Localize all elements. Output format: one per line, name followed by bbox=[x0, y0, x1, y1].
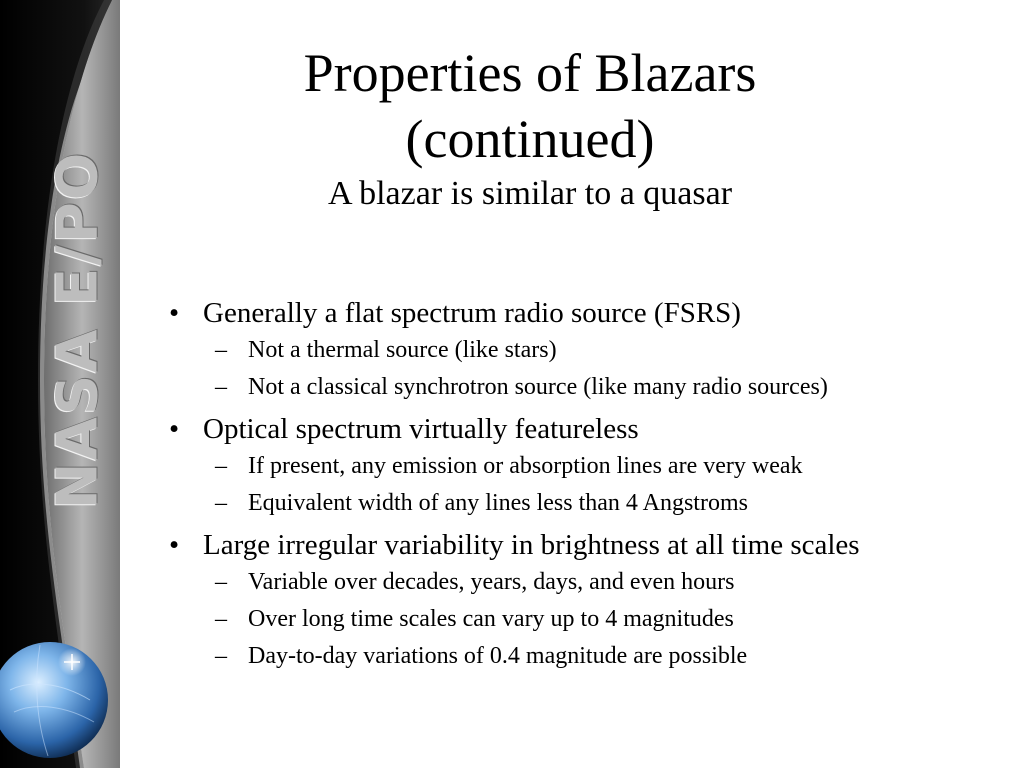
sub-text: Not a thermal source (like stars) bbox=[248, 337, 557, 363]
sub-marker: – bbox=[215, 374, 227, 400]
slide-title-line2: (continued) bbox=[405, 109, 655, 169]
sub-item bbox=[160, 601, 1010, 638]
title-block bbox=[160, 40, 900, 216]
sub-list-container bbox=[160, 332, 1010, 406]
sub-list-container bbox=[160, 564, 1010, 675]
slide-title-line1: Properties of Blazars bbox=[303, 43, 757, 103]
sub-item bbox=[160, 369, 1010, 406]
bullet-list bbox=[160, 294, 1010, 675]
sub-text: Equivalent width of any lines less than 4 Angstroms bbox=[248, 490, 748, 516]
sub-item bbox=[160, 638, 1010, 675]
bullet-text: Optical spectrum virtually featureless bbox=[203, 413, 639, 445]
sub-item bbox=[160, 448, 1010, 485]
sub-marker: – bbox=[215, 453, 227, 479]
sub-item bbox=[160, 564, 1010, 601]
sub-item bbox=[160, 485, 1010, 522]
bullet-item bbox=[160, 526, 1010, 564]
sub-marker: – bbox=[215, 606, 227, 632]
sub-marker: – bbox=[215, 490, 227, 516]
slide-subtitle: A blazar is similar to a quasar bbox=[327, 175, 733, 212]
sub-list bbox=[160, 448, 1010, 522]
sub-text: Not a classical synchrotron source (like many radio sources) bbox=[248, 374, 828, 400]
slide-body bbox=[160, 294, 1010, 679]
bullet-marker: • bbox=[169, 297, 180, 329]
sub-item bbox=[160, 332, 1010, 369]
sub-text: If present, any emission or absorption lines are very weak bbox=[248, 453, 803, 479]
sub-marker: – bbox=[215, 569, 227, 595]
bullet-item bbox=[160, 410, 1010, 448]
sub-text: Variable over decades, years, days, and even hours bbox=[248, 569, 735, 595]
bullet-marker: • bbox=[169, 529, 180, 561]
sub-list bbox=[160, 332, 1010, 406]
bullet-marker: • bbox=[169, 413, 180, 445]
sub-text: Day-to-day variations of 0.4 magnitude are possible bbox=[248, 643, 748, 669]
sub-marker: – bbox=[215, 643, 227, 669]
nasa-epo-logo: NASA E/PO bbox=[45, 150, 111, 510]
sub-list bbox=[160, 564, 1010, 675]
sub-list-container bbox=[160, 448, 1010, 522]
bullet-text: Large irregular variability in brightness at all time scales bbox=[203, 529, 860, 561]
bullet-text: Generally a flat spectrum radio source (FSRS) bbox=[203, 297, 741, 329]
bullet-item bbox=[160, 294, 1010, 332]
sub-text: Over long time scales can vary up to 4 magnitudes bbox=[248, 606, 734, 632]
sub-marker: – bbox=[215, 337, 227, 363]
